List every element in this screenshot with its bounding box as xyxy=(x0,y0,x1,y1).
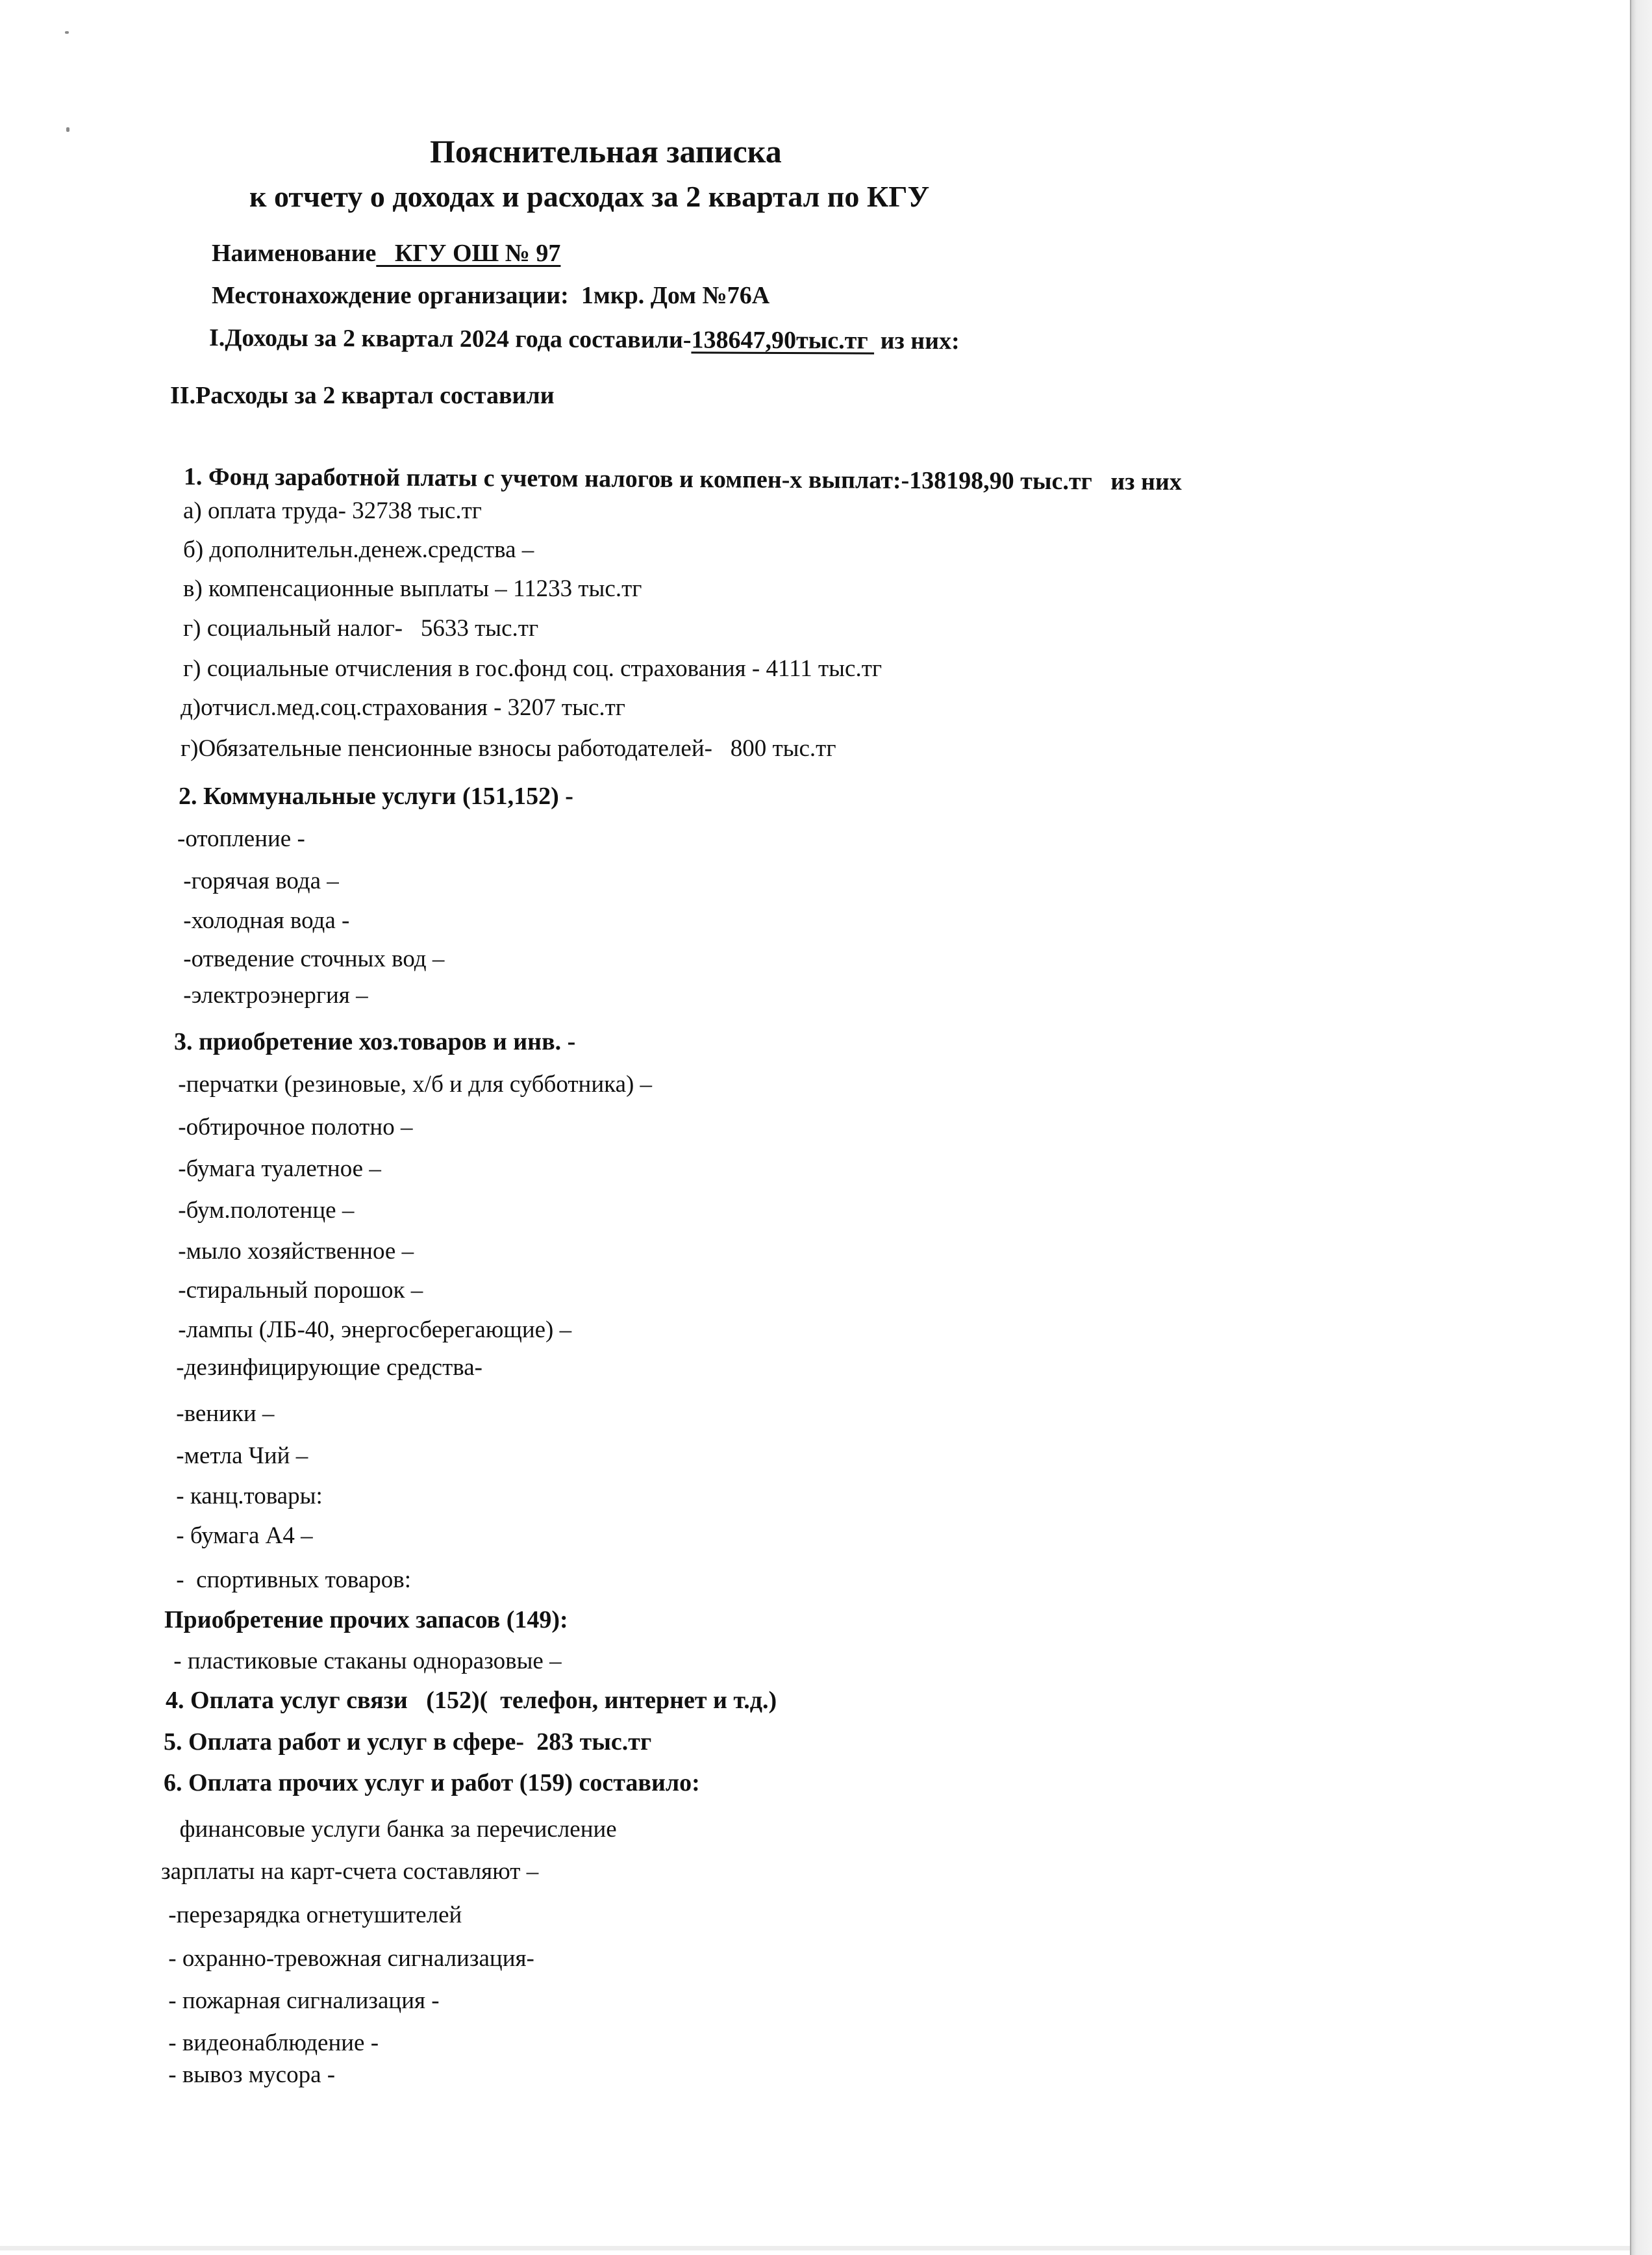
section-2-item: -отведение сточных вод – xyxy=(177,946,445,972)
scan-speck xyxy=(65,31,69,34)
section-1-item: б) дополнительн.денеж.средства – xyxy=(183,536,534,563)
other-stock-heading: Приобретение прочих запасов (149): xyxy=(164,1606,568,1633)
section-1-item: в) компенсационные выплаты – 11233 тыс.тг xyxy=(183,575,642,602)
section-6-item: финансовые услуги банка за перечисление xyxy=(168,1816,617,1843)
section-3-item: -бумага туалетное – xyxy=(172,1155,381,1182)
section-1-item: г) социальные отчисления в гос.фонд соц. страхования - 4111 тыс.тг xyxy=(183,655,882,682)
income-amount: 138647,90тыс.тг xyxy=(691,326,875,355)
section-3-item: -перчатки (резиновые, х/б и для субботника) – xyxy=(172,1071,653,1098)
section-6-heading: 6. Оплата прочих услуг и работ (159) составило: xyxy=(164,1769,700,1796)
scan-speck xyxy=(66,127,69,132)
expenses-heading: II.Расходы за 2 квартал составили xyxy=(170,382,555,409)
other-stock-item: - пластиковые стаканы одноразовые – xyxy=(168,1648,562,1674)
section-2-item: -электроэнергия – xyxy=(177,982,368,1009)
name-label: Наименование xyxy=(212,240,377,267)
section-3-heading: 3. приобретение хоз.товаров и инв. - xyxy=(174,1028,576,1055)
section-6-item: - пожарная сигнализация - xyxy=(162,1987,440,2014)
document-subtitle: к отчету о доходах и расходах за 2 квартал по КГУ xyxy=(249,180,930,213)
section-2-item: -отопление - xyxy=(177,825,305,852)
section-3-item: -бум.полотенце – xyxy=(172,1197,355,1224)
section-1-heading: 1. Фонд заработной платы с учетом налогов и компен-х выплат:-138198,90 тыс.тг из них xyxy=(183,463,1182,496)
section-5-heading: 5. Оплата работ и услуг в сфере- 283 тыс.тг xyxy=(164,1728,652,1756)
section-6-item: - видеонаблюдение - xyxy=(162,2030,379,2056)
section-1-item: г) социальный налог- 5633 тыс.тг xyxy=(183,615,539,642)
section-3-item: -стиральный порошок – xyxy=(172,1277,423,1304)
section-3-item: - канц.товары: xyxy=(170,1483,323,1509)
section-1-item: г)Обязательные пенсионные взносы работодателей- 800 тыс.тг xyxy=(181,735,836,762)
section-3-item: -дезинфицирующие средства- xyxy=(170,1354,482,1381)
location-value: 1мкр. Дом №76А xyxy=(581,282,770,309)
section-1-item: а) оплата труда- 32738 тыс.тг xyxy=(183,498,482,524)
section-4-heading: 4. Оплата услуг связи (152)( телефон, интернет и т.д.) xyxy=(166,1687,777,1714)
section-3-item: -метла Чий – xyxy=(170,1442,308,1469)
section-6-item: - вывоз мусора - xyxy=(162,2061,336,2088)
income-prefix: I.Доходы за 2 квартал 2024 года составили- xyxy=(208,324,692,354)
section-2-item: -холодная вода - xyxy=(177,907,350,934)
section-3-item: -мыло хозяйственное – xyxy=(172,1238,414,1265)
section-6-item: -перезарядка огнетушителей xyxy=(162,1902,462,1928)
document-title: Пояснительная записка xyxy=(430,133,782,170)
section-3-item: -лампы (ЛБ-40, энергосберегающие) – xyxy=(172,1316,572,1343)
page-bottom-edge xyxy=(0,2246,1630,2250)
income-suffix: из них: xyxy=(874,327,960,355)
section-2-heading: 2. Коммунальные услуги (151,152) - xyxy=(179,783,573,810)
section-1-item: д)отчисл.мед.соц.страхования - 3207 тыс.тг xyxy=(181,694,625,721)
section-6-item: зарплаты на карт-счета составляют – xyxy=(161,1858,539,1885)
income-line xyxy=(184,301,960,378)
section-3-item: - бумага А4 – xyxy=(170,1522,313,1549)
section-3-item: -обтирочное полотно – xyxy=(172,1114,413,1140)
section-2-item: -горячая вода – xyxy=(177,868,339,894)
section-6-item: - охранно-тревожная сигнализация- xyxy=(162,1945,534,1972)
section-3-item: -веники – xyxy=(170,1400,275,1427)
scanner-edge-shadow xyxy=(1630,0,1652,2255)
location-label: Местонахождение организации: xyxy=(212,282,581,309)
organization-name-value: КГУ ОШ № 97 xyxy=(376,240,561,267)
section-3-item: - спортивных товаров: xyxy=(170,1567,411,1593)
